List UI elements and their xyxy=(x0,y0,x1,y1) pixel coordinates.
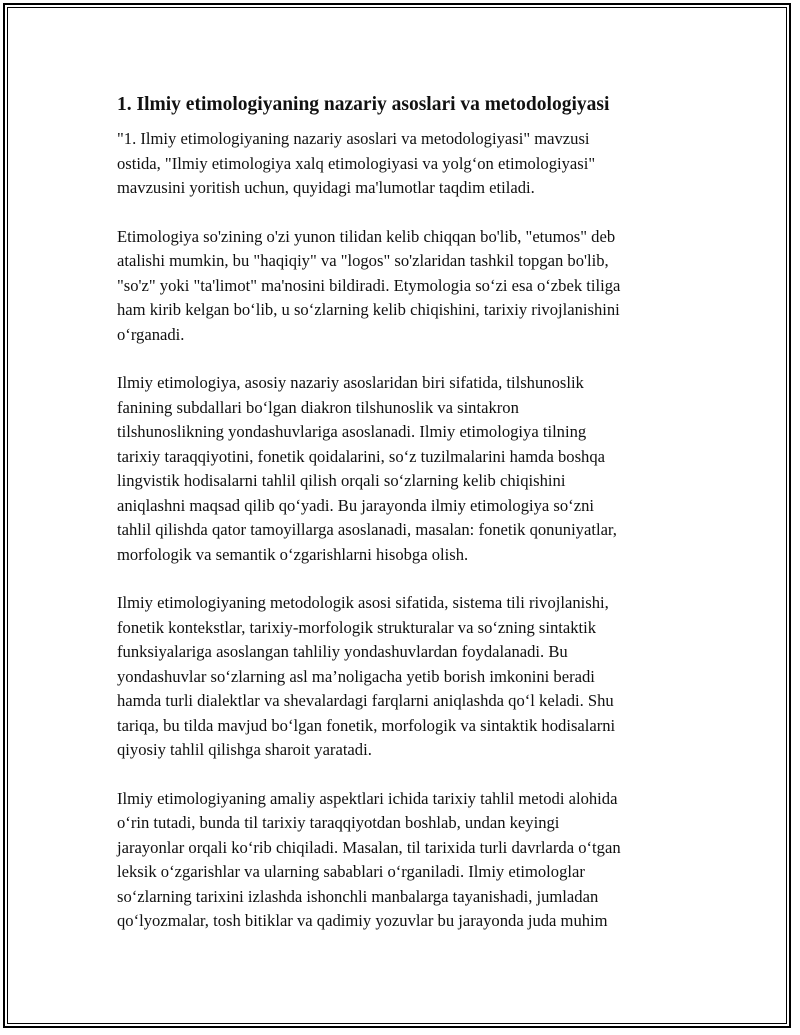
text-line: funksiyalariga asoslangan tahliliy yondashuvlardan foydalanadi. Bu xyxy=(117,642,568,661)
text-line: tahlil qilishda qator tamoyillarga asoslanadi, masalan: fonetik qonuniyatlar, xyxy=(117,520,617,539)
text-line: qo‘lyozmalar, tosh bitiklar va qadimiy yozuvlar bu jarayonda juda muhim xyxy=(117,911,608,930)
paragraph-1 xyxy=(117,127,687,201)
paragraph-2 xyxy=(117,225,687,348)
paragraph-4 xyxy=(117,591,687,763)
text-line: fonetik kontekstlar, tarixiy-morfologik strukturalar va so‘zning sintaktik xyxy=(117,617,597,637)
document-heading: 1. Ilmiy etimologiyaning nazariy asoslari va metodologiyasi xyxy=(117,94,610,115)
text-line: "so'z" yoki "ta'limot" ma'nosini bildiradi. Etymologia so‘zi esa o‘zbek tiliga xyxy=(117,275,621,295)
text-line: lingvistik hodisalarni tahlil qilish orqali so‘zlarning kelib chiqishini xyxy=(117,471,566,490)
text-line: Ilmiy etimologiyaning amaliy aspektlari ichida tarixiy tahlil metodi alohida xyxy=(117,788,618,808)
text-line: jarayonlar orqali ko‘rib chiqiladi. Masalan, til tarixida turli davrlarda o‘tgan xyxy=(117,837,621,857)
text-line: tariqa, bu tilda mavjud bo‘lgan fonetik, morfologik va sintaktik hodisalarni xyxy=(117,715,616,735)
text-line: o‘rganadi. xyxy=(117,324,185,344)
text-line: fanining subdallari bo‘lgan diakron tilshunoslik va sintakron xyxy=(117,397,519,417)
text-line: qiyosiy tahlil qilishga sharoit yaratadi. xyxy=(117,740,372,759)
text-line: Etimologiya so'zining o'zi yunon tilidan kelib chiqqan bo'lib, "etumos" deb xyxy=(117,226,616,246)
text-line: Ilmiy etimologiyaning metodologik asosi sifatida, sistema tili rivojlanishi, xyxy=(117,593,609,612)
paragraph-3 xyxy=(117,371,687,567)
text-line: ham kirib kelgan bo‘lib, u so‘zlarning kelib chiqishini, tarixiy rivojlanishini xyxy=(117,300,620,319)
text-line: yondashuvlar so‘zlarning asl ma’noligacha yetib borish imkonini beradi xyxy=(117,666,595,686)
text-line: "1. Ilmiy etimologiyaning nazariy asoslari va metodologiyasi" mavzusi xyxy=(117,129,590,148)
text-line: Ilmiy etimologiya, asosiy nazariy asoslaridan biri sifatida, tilshunoslik xyxy=(117,373,584,392)
text-line: atalishi mumkin, bu "haqiqiy" va "logos" so'zlaridan tashkil topgan bo'lib, xyxy=(117,251,609,270)
text-line: hamda turli dialektlar va shevalardagi farqlarni aniqlashda qo‘l keladi. Shu xyxy=(117,691,614,710)
paragraph-5 xyxy=(117,787,687,934)
text-line: o‘rin tutadi, bunda til tarixiy taraqqiyotdan boshlab, undan keyingi xyxy=(117,813,560,832)
text-line: tarixiy taraqqiyotini, fonetik qoidalarini, so‘z tuzilmalarini hamda boshqa xyxy=(117,446,606,466)
text-line: leksik o‘zgarishlar va ularning sabablari o‘rganiladi. Ilmiy etimologlar xyxy=(117,862,585,881)
text-line: ostida, "Ilmiy etimologiya xalq etimologiyasi va yolg‘on etimologiyasi" xyxy=(117,153,596,173)
text-line: tilshunoslikning yondashuvlariga asoslanadi. Ilmiy etimologiya tilning xyxy=(117,422,587,441)
text-line: so‘zlarning tarixini izlashda ishonchli manbalarga tayanishadi, jumladan xyxy=(117,886,599,906)
text-line: morfologik va semantik o‘zgarishlarni hisobga olish. xyxy=(117,544,469,564)
text-line: aniqlashni maqsad qilib qo‘yadi. Bu jarayonda ilmiy etimologiya so‘zni xyxy=(117,495,594,515)
document-body xyxy=(117,92,687,958)
text-line: mavzusini yoritish uchun, quyidagi ma'lumotlar taqdim etiladi. xyxy=(117,178,535,197)
